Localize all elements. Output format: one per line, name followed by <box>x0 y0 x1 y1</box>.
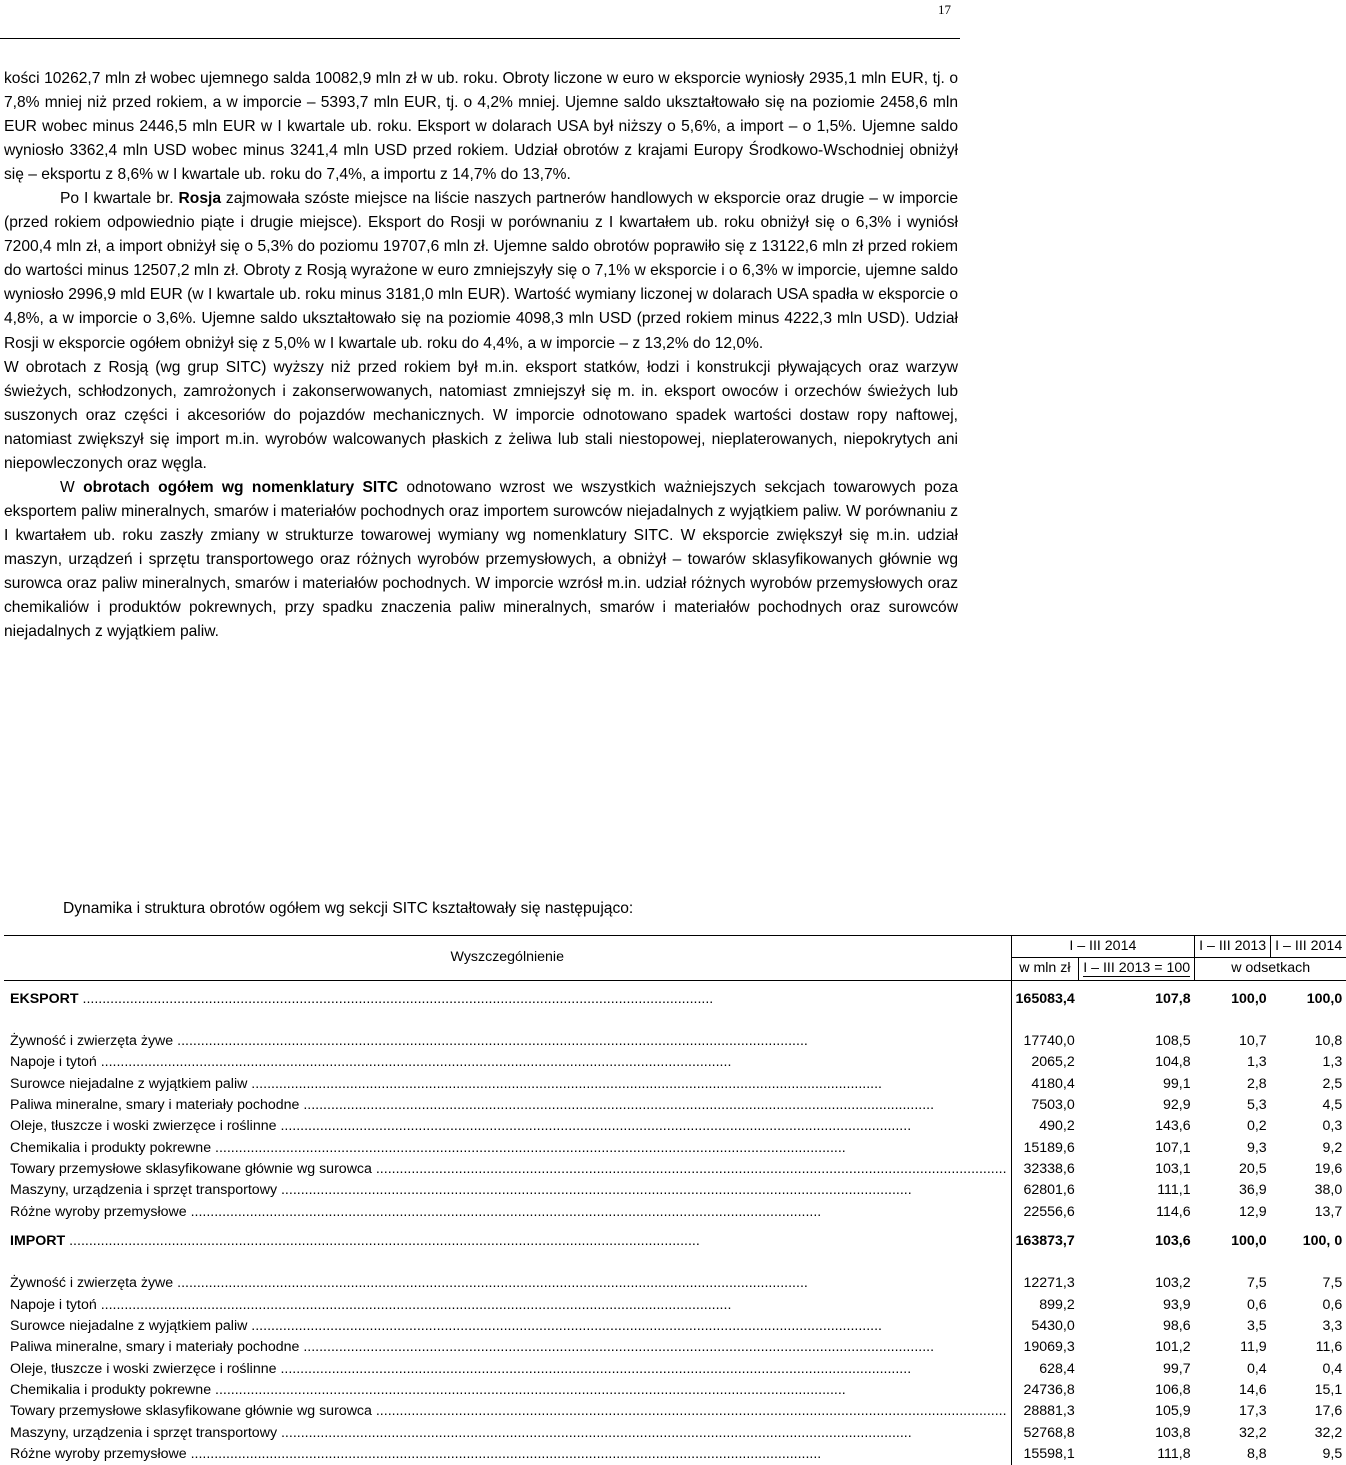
table-row <box>4 1401 1346 1422</box>
wtym-label <box>4 1010 1011 1031</box>
row-value: 103,1 <box>1155 1160 1191 1177</box>
leader-dots: ................................................................................................................................................................ <box>65 1232 700 1249</box>
leader-dots: ................................................................................................................................................................ <box>371 1160 1007 1177</box>
row-value: 17,3 <box>1239 1403 1267 1420</box>
leader-dots: ................................................................................................................................................................ <box>173 1275 808 1292</box>
row-value: 99,7 <box>1163 1360 1191 1377</box>
row-value: 7503,0 <box>1031 1097 1075 1114</box>
paragraph-russia-sitc: W obrotach z Rosją (wg grup SITC) wyższy niż przed rokiem był m.in. eksport statków, łodzi i konstrukcji pływających oraz warzyw świeżych, schłodzonych, zamrożonych i zakonserwowanych, natomiast zmniejszył się m. in. eksport owoców i orzechów świeżych lub suszonych oraz części i akcesoriów do pojazdów mechanicznych. W imporcie odnotowano spadek wartości dostaw ropy naftowej, natomiast zwiększył się import m.in. wyrobów walcowanych płaskich z żeliwa lub stali niestopowej, nieplaterowanych, niepokrytych ani niepowleczonych oraz węgla. <box>4 358 958 472</box>
header-rule <box>0 38 960 39</box>
row-value: 13,7 <box>1314 1203 1343 1220</box>
row-value: 1,3 <box>1322 1054 1343 1071</box>
row-value: 0,6 <box>1322 1296 1343 1313</box>
spacer-cell <box>1079 980 1195 989</box>
row-value: 0,4 <box>1322 1360 1343 1377</box>
spacer-cell <box>1195 980 1271 989</box>
row-value: 9,2 <box>1322 1139 1343 1156</box>
spacer-row <box>4 1223 1346 1231</box>
table-row <box>4 1295 1346 1316</box>
row-value: 5430,0 <box>1031 1318 1075 1335</box>
empty-cell <box>1011 1010 1079 1031</box>
total-value: 100,0 <box>1231 990 1267 1007</box>
row-value: 7,5 <box>1322 1275 1343 1292</box>
leader-dots: ................................................................................................................................................................ <box>371 1403 1007 1420</box>
table-row <box>4 1180 1346 1201</box>
row-value: 101,2 <box>1155 1339 1191 1356</box>
table-caption: Dynamika i struktura obrotów ogółem wg sekcji SITC kształtowały się następująco: <box>63 900 634 917</box>
row-label: Napoje i tytoń ................................................................................................................................................................ <box>4 1295 1011 1316</box>
wtym-row <box>4 1010 1346 1031</box>
row-value: 19,6 <box>1314 1160 1343 1177</box>
row-label: Towary przemysłowe sklasyfikowane głównie wg surowca ................................................................................................................................................................ <box>4 1159 1011 1180</box>
row-value: 28881,3 <box>1023 1403 1075 1420</box>
total-value: 100,0 <box>1306 990 1343 1007</box>
row-value: 36,9 <box>1239 1182 1267 1199</box>
row-label: Surowce niejadalne z wyjątkiem paliw ................................................................................................................................................................ <box>4 1316 1011 1337</box>
row-value: 15189,6 <box>1023 1139 1075 1156</box>
row-value: 899,2 <box>1039 1296 1075 1313</box>
row-value: 10,8 <box>1314 1033 1343 1050</box>
row-value: 32,2 <box>1239 1424 1267 1441</box>
row-value: 1,3 <box>1246 1054 1267 1071</box>
row-value: 19069,3 <box>1023 1339 1075 1356</box>
leader-dots: ................................................................................................................................................................ <box>186 1445 822 1462</box>
table-row <box>4 1359 1346 1380</box>
paragraph-sitc-overview: W obrotach ogółem wg nomenklatury SITC odnotowano wzrost we wszystkich ważniejszych sekcjach towarowych poza eksportem paliw mineralnych, smarów i materiałów pochodnych oraz importem surowców niejadalnych z wyjątkiem paliw. W porównaniu z I kwartałem ub. roku zaszły zmiany w strukturze towarowej wymiany wg nomenklatury SITC. W eksporcie zwiększył się m.in. udział maszyn, urządzeń i sprzętu transportowego oraz różnych wyrobów przemysłowych, a obniżył – towarów sklasyfikowanych głównie wg surowca oraz paliw mineralnych, smarów i materiałów pochodnych. W imporcie wzrósł m.in. udział różnych wyrobów przemysłowych oraz chemikaliów i produktów pokrewnych, przy spadku znaczenia paliw mineralnych, smarów i materiałów pochodnych oraz surowców niejadalnych z wyjątkiem paliw. <box>4 478 958 641</box>
leader-dots: ................................................................................................................................................................ <box>211 1381 846 1398</box>
row-label: Maszyny, urządzenia i sprzęt transportowy ................................................................................................................................................................ <box>4 1423 1011 1444</box>
leader-dots: ................................................................................................................................................................ <box>78 990 714 1007</box>
row-value: 20,5 <box>1239 1160 1267 1177</box>
leader-dots: ................................................................................................................................................................ <box>299 1097 935 1114</box>
table-row <box>4 1273 1346 1294</box>
row-value: 3,5 <box>1246 1318 1267 1335</box>
table-row <box>4 1052 1346 1073</box>
row-value: 12271,3 <box>1023 1275 1075 1292</box>
leader-dots: ................................................................................................................................................................ <box>276 1360 912 1377</box>
table-row <box>4 1380 1346 1401</box>
sitc-table <box>4 935 1346 1465</box>
leader-dots: ................................................................................................................................................................ <box>173 1033 808 1050</box>
row-value: 11,9 <box>1240 1339 1267 1356</box>
row-value: 0,6 <box>1246 1296 1267 1313</box>
row-value: 15,1 <box>1314 1381 1343 1398</box>
row-label: Maszyny, urządzenia i sprzęt transportowy ................................................................................................................................................................ <box>4 1180 1011 1201</box>
leader-dots: ................................................................................................................................................................ <box>247 1318 882 1335</box>
row-value: 4180,4 <box>1031 1075 1075 1092</box>
total-value: 107,8 <box>1155 990 1191 1007</box>
row-value: 38,0 <box>1314 1182 1343 1199</box>
table-row <box>4 1074 1346 1095</box>
leader-dots: ................................................................................................................................................................ <box>186 1203 822 1220</box>
total-label: IMPORT ................................................................................................................................................................ <box>4 1231 1011 1252</box>
leader-dots: ................................................................................................................................................................ <box>96 1296 732 1313</box>
row-value: 17740,0 <box>1023 1033 1075 1050</box>
header-unit-mln: w mln zł <box>1011 958 1079 980</box>
row-value: 8,8 <box>1246 1445 1267 1462</box>
table-header-row-1 <box>4 936 1346 958</box>
row-value: 114,6 <box>1156 1203 1191 1220</box>
header-unit-index: I – III 2013 = 100 <box>1079 958 1195 980</box>
row-value: 0,4 <box>1246 1360 1267 1377</box>
empty-cell <box>1195 1252 1271 1273</box>
spacer-cell <box>1079 1223 1195 1231</box>
row-value: 2,5 <box>1322 1075 1343 1092</box>
spacer-cell <box>4 1223 1011 1231</box>
row-label: Surowce niejadalne z wyjątkiem paliw ................................................................................................................................................................ <box>4 1074 1011 1095</box>
row-label: Różne wyroby przemysłowe ................................................................................................................................................................ <box>4 1444 1011 1465</box>
row-value: 111,1 <box>1157 1182 1191 1199</box>
header-unit-percent: w odsetkach <box>1195 958 1346 980</box>
table-row <box>4 1095 1346 1116</box>
row-value: 17,6 <box>1314 1403 1343 1420</box>
page-number: 17 <box>938 2 951 17</box>
row-value: 103,8 <box>1155 1424 1191 1441</box>
row-label: Chemikalia i produkty pokrewne ................................................................................................................................................................ <box>4 1138 1011 1159</box>
row-label: Żywność i zwierzęta żywe ................................................................................................................................................................ <box>4 1031 1011 1052</box>
total-value: 163873,7 <box>1015 1232 1075 1249</box>
table-row <box>4 1423 1346 1444</box>
table-row <box>4 1337 1346 1358</box>
row-value: 12,9 <box>1239 1203 1267 1220</box>
row-value: 143,6 <box>1155 1118 1191 1135</box>
total-value: 165083,4 <box>1015 990 1075 1007</box>
total-value: 100, 0 <box>1302 1232 1343 1249</box>
spacer-cell <box>4 980 1011 989</box>
spacer-row <box>4 980 1346 989</box>
leader-dots: ................................................................................................................................................................ <box>276 1118 912 1135</box>
row-value: 106,8 <box>1155 1381 1191 1398</box>
spacer-cell <box>1011 1223 1079 1231</box>
row-value: 98,6 <box>1163 1318 1191 1335</box>
row-value: 3,3 <box>1322 1318 1343 1335</box>
row-value: 24736,8 <box>1023 1381 1075 1398</box>
empty-cell <box>1271 1252 1346 1273</box>
spacer-cell <box>1011 980 1079 989</box>
leader-dots: ................................................................................................................................................................ <box>96 1054 732 1071</box>
row-label: Napoje i tytoń ................................................................................................................................................................ <box>4 1052 1011 1073</box>
header-period-3: I – III 2014 <box>1271 936 1346 958</box>
table-row <box>4 1138 1346 1159</box>
wtym-row <box>4 1252 1346 1273</box>
row-label: Chemikalia i produkty pokrewne ................................................................................................................................................................ <box>4 1380 1011 1401</box>
row-value: 9,3 <box>1246 1139 1267 1156</box>
row-value: 99,1 <box>1163 1075 1191 1092</box>
row-value: 107,1 <box>1155 1139 1191 1156</box>
table-total-row <box>4 1231 1346 1252</box>
spacer-cell <box>1271 1223 1346 1231</box>
table-row <box>4 1202 1346 1223</box>
row-value: 103,2 <box>1155 1275 1191 1292</box>
row-value: 5,3 <box>1246 1097 1267 1114</box>
row-value: 0,2 <box>1246 1118 1267 1135</box>
total-label: EKSPORT ................................................................................................................................................................ <box>4 989 1011 1010</box>
wtym-label <box>4 1252 1011 1273</box>
row-value: 9,5 <box>1322 1445 1343 1462</box>
row-value: 93,9 <box>1163 1296 1191 1313</box>
row-value: 108,5 <box>1155 1033 1191 1050</box>
empty-cell <box>1011 1252 1079 1273</box>
row-label: Różne wyroby przemysłowe ................................................................................................................................................................ <box>4 1202 1011 1223</box>
row-value: 11,6 <box>1315 1339 1343 1356</box>
empty-cell <box>1271 1010 1346 1031</box>
leader-dots: ................................................................................................................................................................ <box>277 1424 912 1441</box>
row-value: 628,4 <box>1039 1360 1075 1377</box>
body-text <box>4 67 958 644</box>
row-value: 111,8 <box>1157 1445 1191 1462</box>
total-value: 103,6 <box>1155 1232 1191 1249</box>
table-row <box>4 1031 1346 1052</box>
row-value: 52768,8 <box>1023 1424 1075 1441</box>
leader-dots: ................................................................................................................................................................ <box>211 1139 846 1156</box>
table-row <box>4 1444 1346 1465</box>
table-row <box>4 1159 1346 1180</box>
paragraph-trade-summary: kości 10262,7 mln zł wobec ujemnego salda 10082,9 mln zł w ub. roku. Obroty liczone w euro w eksporcie wyniosły 2935,1 mln EUR, tj. o 7,8% mniej niż przed rokiem, a w imporcie – 5393,7 mln EUR, tj. o 4,2% mniej. Ujemne saldo ukształtowało się na poziomie 2458,6 mln EUR wobec minus 2446,5 mln EUR w I kwartale ub. roku. Eksport w dolarach USA był niższy o 5,6%, a import – o 1,5%. Ujemne saldo wyniosło 3362,4 mln USD wobec minus 3241,4 mln USD przed rokiem. Udział obrotów z krajami Europy Środkowo-Wschodniej obniżył się – eksportu z 8,6% w I kwartale ub. roku do 7,4%, a importu z 14,7% do 13,7%. <box>4 70 958 184</box>
row-value: 7,5 <box>1246 1275 1267 1292</box>
row-value: 62801,6 <box>1023 1182 1075 1199</box>
row-value: 104,8 <box>1155 1054 1191 1071</box>
row-label: Żywność i zwierzęta żywe ................................................................................................................................................................ <box>4 1273 1011 1294</box>
row-value: 2,8 <box>1246 1075 1267 1092</box>
header-period-1: I – III 2014 <box>1011 936 1195 958</box>
row-label: Towary przemysłowe sklasyfikowane głównie wg surowca ................................................................................................................................................................ <box>4 1401 1011 1422</box>
total-value: 100,0 <box>1231 1232 1267 1249</box>
row-value: 4,5 <box>1322 1097 1343 1114</box>
row-value: 490,2 <box>1039 1118 1075 1135</box>
row-value: 92,9 <box>1163 1097 1191 1114</box>
empty-cell <box>1079 1010 1195 1031</box>
row-value: 32,2 <box>1314 1424 1343 1441</box>
table-row <box>4 1316 1346 1337</box>
header-period-2: I – III 2013 <box>1195 936 1271 958</box>
paragraph-russia: Po I kwartale br. Rosja zajmowała szóste miejsce na liście naszych partnerów handlowych w eksporcie oraz drugie – w imporcie (przed rokiem odpowiednio piąte i drugie miejsce). Eksport do Rosji w porównaniu z I kwartałem ub. roku obniżył się o 6,3% i wyniósł 7200,4 mln zł, a import obniżył się o 5,3% do poziomu 19707,6 mln zł. Ujemne saldo obrotów poprawiło się z 13122,6 mln zł przed rokiem do wartości minus 12507,2 mln zł. Obroty z Rosją wyrażone w euro zmniejszyły się o 7,1% w eksporcie i o 6,3% w imporcie, ujemne saldo wyniosło 2996,9 mld EUR (w I kwartale ub. roku minus 3181,0 mln EUR). Wartość wymiany liczonej w dolarach USA spadła w eksporcie o 4,8%, a w imporcie o 3,6%. Ujemne saldo ukształtowało się na poziomie 4098,3 mln USD (przed rokiem minus 4222,3 mln USD). Udział Rosji w eksporcie ogółem obniżył się z 5,0% w I kwartale ub. roku do 4,4%, a w imporcie – z 13,2% do 12,0%. <box>4 190 958 352</box>
spacer-cell <box>1271 980 1346 989</box>
row-value: 105,9 <box>1155 1403 1191 1420</box>
row-value: 2065,2 <box>1031 1054 1075 1071</box>
table-row <box>4 1116 1346 1137</box>
row-label: Oleje, tłuszcze i woski zwierzęce i roślinne ................................................................................................................................................................ <box>4 1116 1011 1137</box>
row-value: 14,6 <box>1239 1381 1267 1398</box>
row-label: Paliwa mineralne, smary i materiały pochodne ................................................................................................................................................................ <box>4 1337 1011 1358</box>
row-value: 10,7 <box>1239 1033 1267 1050</box>
empty-cell <box>1079 1252 1195 1273</box>
leader-dots: ................................................................................................................................................................ <box>277 1182 912 1199</box>
table-total-row <box>4 989 1346 1010</box>
row-value: 32338,6 <box>1023 1160 1075 1177</box>
spacer-cell <box>1195 1223 1271 1231</box>
row-value: 15598,1 <box>1023 1445 1075 1462</box>
row-label: Paliwa mineralne, smary i materiały pochodne ................................................................................................................................................................ <box>4 1095 1011 1116</box>
header-description: Wyszczególnienie <box>4 936 1011 981</box>
row-value: 22556,6 <box>1023 1203 1075 1220</box>
empty-cell <box>1195 1010 1271 1031</box>
row-value: 0,3 <box>1322 1118 1343 1135</box>
leader-dots: ................................................................................................................................................................ <box>247 1075 882 1092</box>
row-label: Oleje, tłuszcze i woski zwierzęce i roślinne ................................................................................................................................................................ <box>4 1359 1011 1380</box>
leader-dots: ................................................................................................................................................................ <box>299 1339 935 1356</box>
